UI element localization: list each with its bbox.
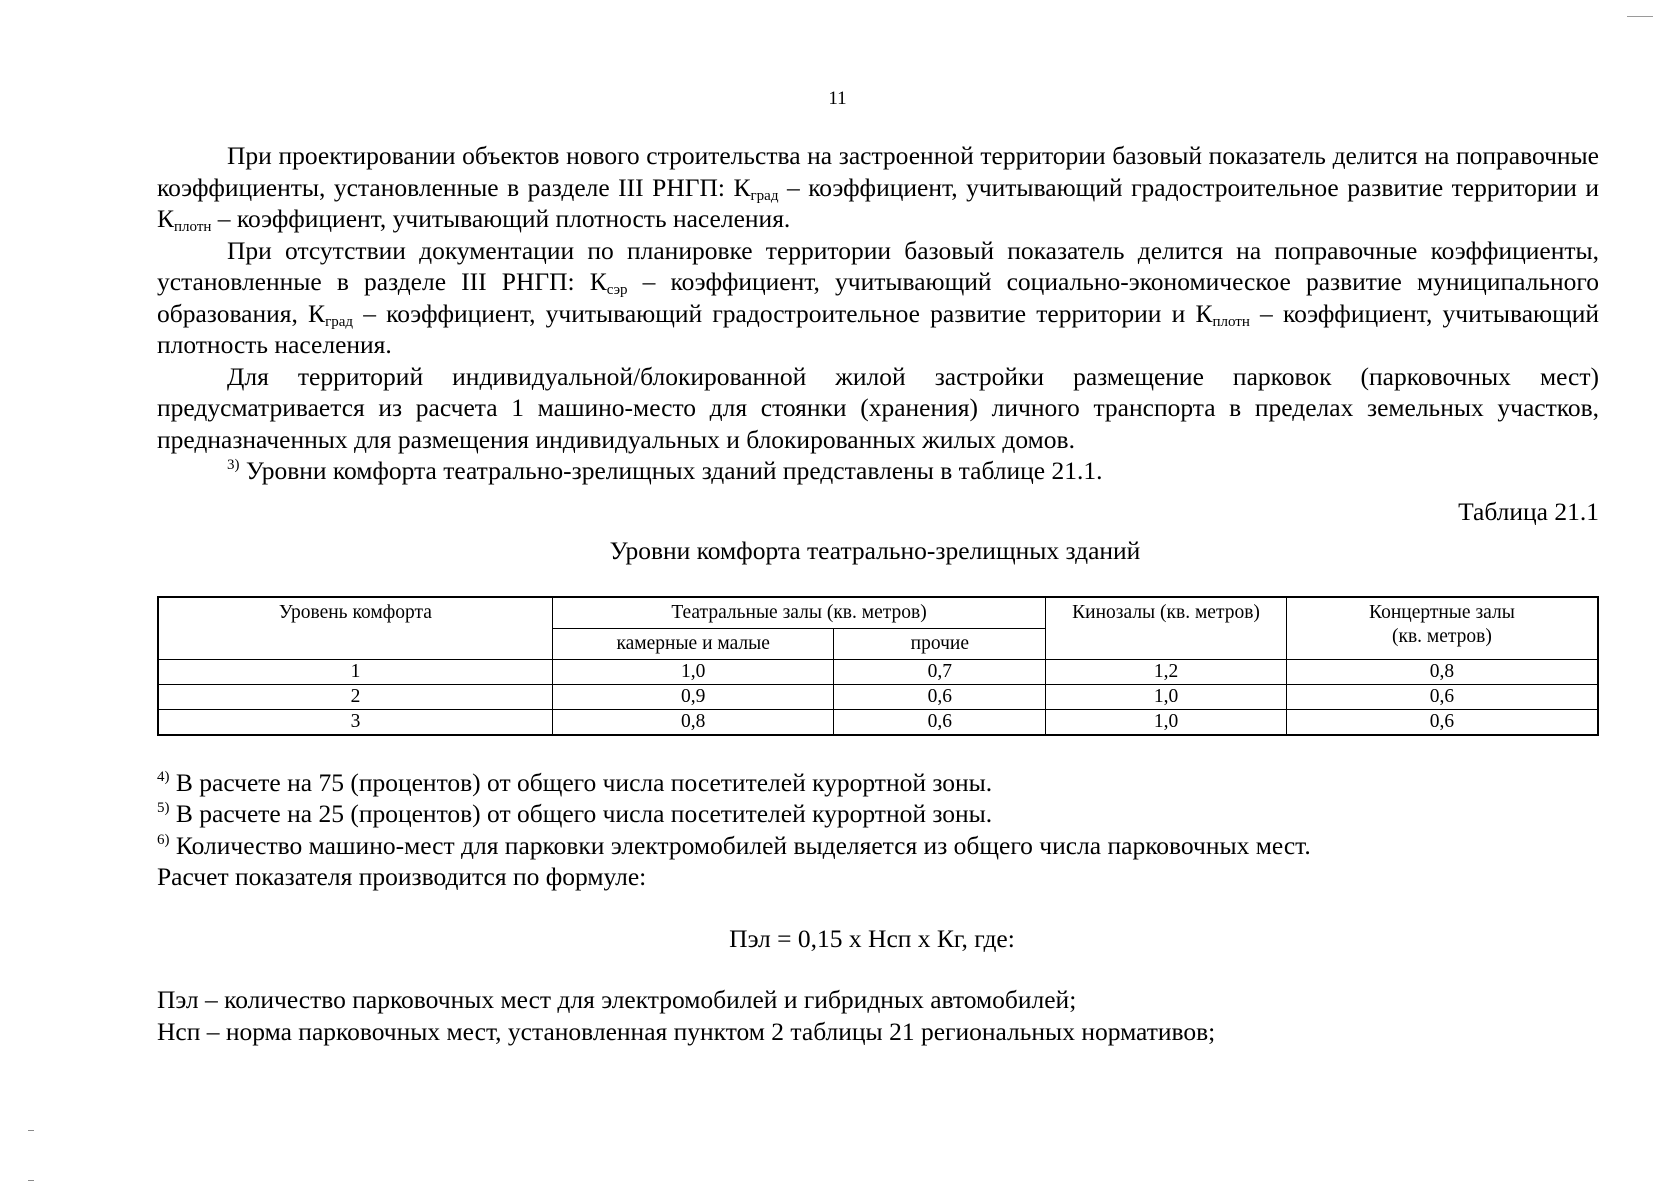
footnote-4-mark: 4) [157,768,170,785]
table-cell: 0,8 [552,709,834,735]
footnote-3 [157,455,1599,487]
table-cell: 2 [158,684,552,709]
table-row [158,684,1598,709]
subscript-grad: град [325,313,354,330]
scan-mark-left-2 [28,1180,34,1181]
footnote-6 [157,830,1599,862]
footnote-4-text: В расчете на 75 (процентов) от общего числа посетителей курортной зоны. [169,767,993,797]
table-title: Уровни комфорта театрально-зрелищных зданий [609,536,1141,565]
formula: Пэл = 0,15 х Нсп х Кг, где: [729,923,1015,953]
paragraph-2 [157,235,1599,361]
header-theatre-halls: Театральные залы (кв. метров) [552,597,1045,629]
table-cell: 1 [158,659,552,684]
subscript-grad: град [750,187,779,204]
paragraph-2-text-d: – коэффициент, учитывающий плотность населения. [157,298,1599,359]
paragraph-1-text-c: – коэффициент, учитывающий плотность населения. [211,204,791,233]
footnote-6-text: Количество машино-мест для парковки электромобилей выделяется из общего числа парковочных мест. [169,830,1311,860]
footnote-3-mark: 3) [227,457,240,473]
table-header-row [158,597,1598,629]
header-concert-line-1: Концертные залы [1369,601,1515,623]
table-cell: 0,6 [834,709,1046,735]
scan-mark-left-1 [28,1130,34,1131]
scan-mark-top-right [1627,16,1653,17]
paragraph-3: Для территорий индивидуальной/блокированной жилой застройки размещение парковок (парковочных мест) предусматривается из расчета 1 машино-место для стоянки (хранения) личного транспорта в пределах земельных участков, предназначенных для размещения индивидуальных и блокированных жилых домов. [157,361,1599,454]
footnote-4 [157,767,1599,799]
paragraph-1-text-a: При проектировании объектов нового строительства на застроенной территории базовый показатель делится на поправочные коэффициенты, установленные в разделе III РНГП: К [157,141,1599,202]
table-cell: 0,7 [834,659,1046,684]
table-cell: 3 [158,709,552,735]
table-cell: 0,6 [1286,684,1598,709]
table-cell: 0,6 [1286,709,1598,735]
definition-nsp: Нсп – норма парковочных мест, установленная пунктом 2 таблицы 21 региональных нормативов; [157,1016,1216,1046]
footnote-5-mark: 5) [157,800,170,816]
table-row [158,659,1598,684]
paragraph-2-text-b: – коэффициент, учитывающий социально-экономическое развитие муниципального образования, К [157,267,1599,328]
comfort-levels-table [157,596,1599,736]
paragraph-1 [157,140,1599,235]
header-concert-line-2: (кв. метров) [1391,625,1492,647]
header-theatre-small: камерные и малые [552,628,834,659]
page-number: 11 [828,88,847,109]
subscript-plotn: плотн [174,219,212,235]
footnote-6-mark: 6) [157,831,170,848]
paragraph-2-text-a: При отсутствии документации по планировке территории базовый показатель делится на поправочные коэффициенты, установленные в разделе III РНГП: К [157,235,1599,296]
table-cell: 0,9 [552,684,834,709]
header-concert-halls [1286,597,1598,660]
document-body [157,140,1599,1047]
table-caption: Таблица 21.1 [1458,496,1599,526]
subscript-ser: сэр [606,282,628,298]
footnote-5 [157,798,1599,830]
subscript-plotn: плотн [1212,313,1250,330]
header-comfort-level: Уровень комфорта [158,597,552,660]
table-cell: 1,2 [1046,659,1287,684]
table-cell: 0,8 [1286,659,1598,684]
table-cell: 0,6 [834,684,1046,709]
footnote-3-text: Уровни комфорта театрально-зрелищных зданий представлены в таблице 21.1. [239,456,1103,485]
paragraph-1-text-b: – коэффициент, учитывающий градостроительное развитие территории и К [157,172,1600,233]
header-cinema-halls: Кинозалы (кв. метров) [1046,597,1287,660]
footnote-5-text: В расчете на 25 (процентов) от общего числа посетителей курортной зоны. [169,799,993,828]
table-cell: 1,0 [1046,709,1287,735]
calculation-intro: Расчет показателя производится по формуле: [157,862,647,891]
header-theatre-other: прочие [834,628,1046,659]
table-cell: 1,0 [552,659,834,684]
table-cell: 1,0 [1046,684,1287,709]
definition-pel: Пэл – количество парковочных мест для электромобилей и гибридных автомобилей; [157,985,1077,1014]
paragraph-2-text-c: – коэффициент, учитывающий градостроительное развитие территории и К [353,298,1213,328]
table-row [158,709,1598,735]
